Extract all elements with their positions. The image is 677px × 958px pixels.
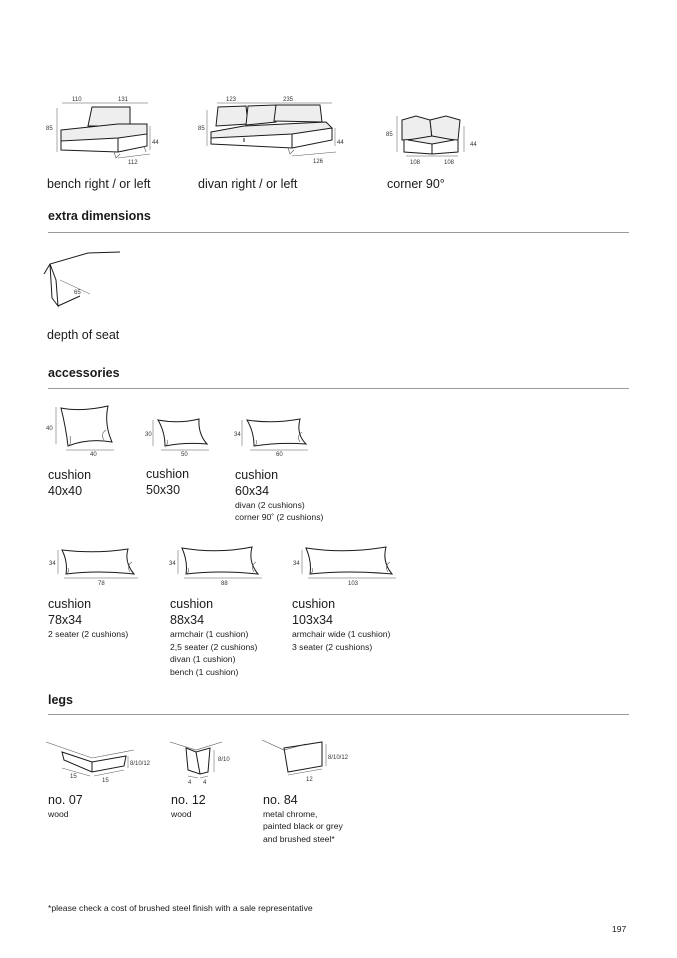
cushion-78x34-note: 2 seater (2 cushions)	[48, 629, 129, 639]
leg-07-name: no. 07	[48, 793, 83, 807]
cushion-60x34-note: corner 90˚ (2 cushions)	[235, 512, 324, 522]
divan-dim-seat: 44	[337, 140, 344, 146]
cushion-88x34-size: 88x34	[170, 613, 205, 627]
svg-text:15: 15	[102, 778, 109, 784]
corner-caption: corner 90°	[387, 177, 445, 191]
accessories-rule	[48, 388, 629, 389]
divan-dim-width: 123	[226, 97, 237, 103]
cushion-103x34-note: 3 seater (2 cushions)	[292, 642, 373, 652]
leg-84-material: metal chrome,	[263, 809, 318, 819]
svg-text:40: 40	[90, 452, 97, 458]
page-number: 197	[612, 924, 627, 934]
extra-dimensions-rule	[48, 232, 629, 233]
cushion-88x34-note: bench (1 cushion)	[170, 667, 239, 677]
bench-dim-depth: 112	[128, 160, 138, 166]
leg-84-material: and brushed steel*	[263, 834, 335, 844]
divan-dim-height: 85	[198, 126, 205, 132]
bench-dim-length: 131	[118, 97, 129, 103]
svg-text:103: 103	[348, 581, 359, 587]
cushion-103x34-size: 103x34	[292, 613, 334, 627]
svg-text:15: 15	[70, 774, 77, 780]
svg-text:50: 50	[181, 452, 188, 458]
cushion-40x40-drawing	[44, 404, 119, 460]
seat-depth-caption: depth of seat	[47, 328, 120, 342]
corner-dim-right: 108	[444, 160, 455, 166]
svg-text:60: 60	[276, 452, 283, 458]
cushion-78x34-drawing	[46, 544, 141, 590]
divan-dim-depth: 126	[313, 159, 324, 165]
svg-text:40: 40	[46, 426, 53, 432]
svg-text:78: 78	[98, 581, 105, 587]
cushion-88x34-note: armchair (1 cushion)	[170, 629, 249, 639]
svg-text:88: 88	[221, 581, 228, 587]
cushion-60x34-title: cushion	[235, 468, 279, 482]
svg-text:4: 4	[203, 780, 207, 786]
leg-07-drawing	[44, 738, 164, 786]
svg-text:8/10/12: 8/10/12	[130, 761, 151, 767]
divan-drawing	[196, 94, 356, 169]
bench-dim-width: 110	[72, 97, 82, 103]
seat-depth-dim: 65	[74, 290, 81, 296]
divan-caption: divan right / or left	[198, 177, 298, 191]
svg-text:8/10/12: 8/10/12	[328, 755, 349, 761]
svg-text:4: 4	[188, 780, 192, 786]
divan-dim-length: 235	[283, 97, 294, 103]
cushion-103x34-title: cushion	[292, 597, 336, 611]
cushion-60x34-note: divan (2 cushions)	[235, 500, 305, 510]
svg-text:34: 34	[234, 432, 241, 438]
extra-dimensions-heading: extra dimensions	[48, 209, 151, 223]
cushion-40x40-title: cushion	[48, 468, 92, 482]
cushion-78x34-title: cushion	[48, 597, 92, 611]
leg-07-material: wood	[48, 809, 69, 819]
cushion-50x30-title: cushion	[146, 467, 190, 481]
cushion-88x34-title: cushion	[170, 597, 214, 611]
cushion-78x34-size: 78x34	[48, 613, 83, 627]
svg-text:34: 34	[293, 561, 300, 567]
footnote: *please check a cost of brushed steel finish with a sale representative	[48, 903, 313, 913]
cushion-60x34-drawing	[232, 414, 312, 460]
leg-84-material: painted black or grey	[263, 821, 343, 831]
bench-dim-height: 85	[46, 126, 53, 132]
cushion-50x30-size: 50x30	[146, 483, 181, 497]
cushion-60x34-size: 60x34	[235, 484, 270, 498]
svg-text:34: 34	[169, 561, 176, 567]
cushion-50x30-drawing	[143, 414, 213, 460]
leg-84-name: no. 84	[263, 793, 298, 807]
cushion-103x34-drawing	[290, 544, 400, 590]
seat-depth-drawing	[40, 250, 130, 315]
svg-text:34: 34	[49, 561, 56, 567]
cushion-103x34-note: armchair wide (1 cushion)	[292, 629, 391, 639]
legs-heading: legs	[48, 693, 74, 707]
bench-dim-seat: 44	[152, 140, 159, 146]
cushion-40x40-size: 40x40	[48, 484, 83, 498]
svg-text:30: 30	[145, 432, 152, 438]
leg-12-drawing	[168, 738, 248, 786]
cushion-88x34-note: 2,5 seater (2 cushions)	[170, 642, 258, 652]
corner-dim-seat: 44	[470, 142, 477, 148]
bench-caption: bench right / or left	[47, 177, 151, 191]
svg-text:12: 12	[306, 777, 313, 783]
legs-rule	[48, 714, 629, 715]
accessories-heading: accessories	[48, 366, 120, 380]
bench-drawing	[44, 94, 164, 169]
corner-dim-left: 108	[410, 160, 421, 166]
leg-12-material: wood	[171, 809, 192, 819]
svg-text:8/10: 8/10	[218, 757, 230, 763]
leg-12-name: no. 12	[171, 793, 206, 807]
corner-dim-height: 85	[386, 132, 393, 138]
corner-drawing	[384, 108, 484, 170]
cushion-88x34-drawing	[166, 544, 266, 590]
cushion-88x34-note: divan (1 cushion)	[170, 654, 236, 664]
leg-84-drawing	[260, 728, 360, 786]
